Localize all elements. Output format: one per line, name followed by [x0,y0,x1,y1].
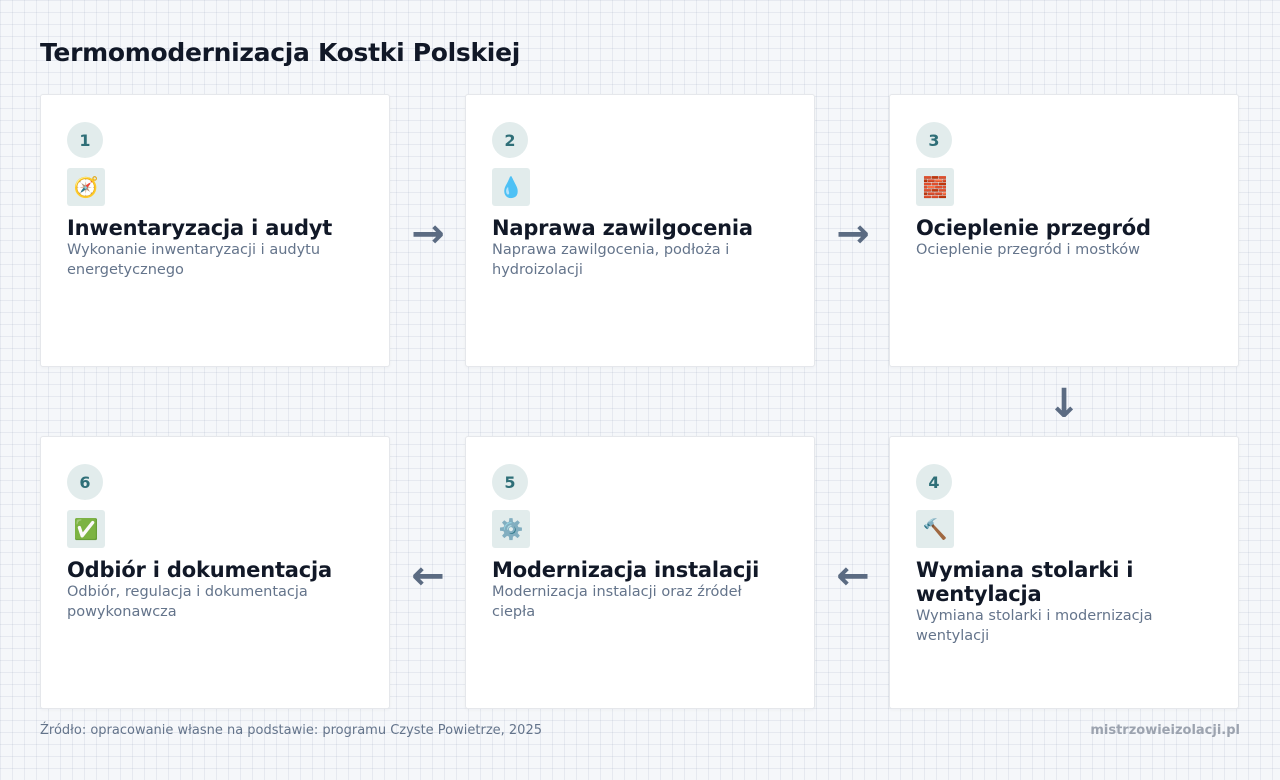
step-title: Naprawa zawilgocenia [492,216,753,240]
step-card-1 [40,94,390,367]
source-note: Źródło: opracowanie własne na podstawie: programu Czyste Powietrze, 2025 [40,723,542,738]
step-card-6 [40,436,390,709]
compass-icon: 🧭 [67,168,105,206]
step-number-badge: 5 [492,464,528,500]
step-description: Wymiana stolarki i modernizacja wentylacji [916,608,1153,644]
step-description: Ocieplenie przegród i mostków [916,242,1140,258]
step-title: Ocieplenie przegród [916,216,1151,240]
page-title: Termomodernizacja Kostki Polskiej [40,38,521,67]
arrow-left-icon: ← [411,553,445,599]
arrow-down-icon: ↓ [1047,381,1081,427]
step-card-2 [465,94,815,367]
step-card-3 [889,94,1239,367]
step-number-badge: 6 [67,464,103,500]
brick-icon: 🧱 [916,168,954,206]
check-icon: ✅ [67,510,105,548]
step-card-4 [889,436,1239,709]
step-card-5 [465,436,815,709]
step-description: Modernizacja instalacji oraz źródeł ciepła [492,584,742,620]
gear-icon: ⚙️ [492,510,530,548]
step-title: Inwentaryzacja i audyt [67,216,333,240]
step-number-badge: 3 [916,122,952,158]
brand-watermark: mistrzowieizolacji.pl [1090,723,1240,738]
step-description: Wykonanie inwentaryzacji i audytu energetycznego [67,242,321,278]
hammer-icon: 🔨 [916,510,954,548]
arrow-right-icon: → [836,211,870,257]
step-title: Wymiana stolarki i wentylacja [916,558,1134,606]
step-number-badge: 1 [67,122,103,158]
step-title: Odbiór i dokumentacja [67,558,332,582]
droplet-icon: 💧 [492,168,530,206]
arrow-right-icon: → [411,211,445,257]
step-description: Naprawa zawilgocenia, podłoża i hydroizolacji [492,242,730,278]
step-description: Odbiór, regulacja i dokumentacja powykonawcza [67,584,308,620]
step-title: Modernizacja instalacji [492,558,760,582]
arrow-left-icon: ← [836,553,870,599]
step-number-badge: 2 [492,122,528,158]
step-number-badge: 4 [916,464,952,500]
